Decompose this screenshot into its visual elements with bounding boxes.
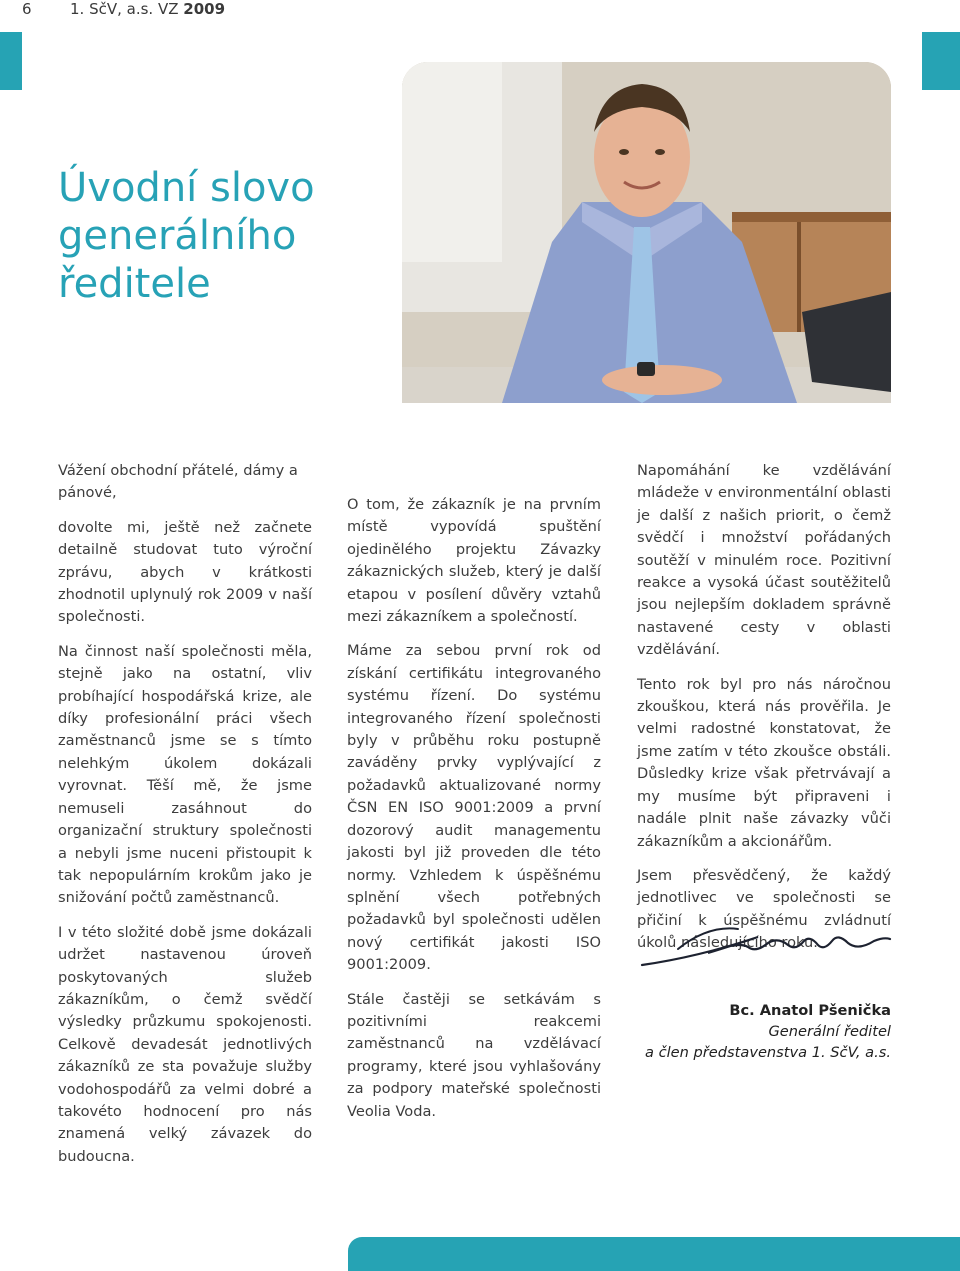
page-number: 6: [22, 0, 32, 18]
title-line-3: ředitele: [58, 261, 211, 307]
running-head: [70, 0, 225, 18]
text-column-1: [58, 460, 312, 1180]
text-column-2: [347, 460, 601, 1135]
handwritten-signature: [638, 917, 894, 975]
paragraph: Tento rok byl pro nás náročnou zkouškou, která nás prověřila. Je velmi radostné konstatovat, že jsme zatím v této zkoušce obstáli. Důsledky krize však přetrvávají a my musíme být připraveni i nadále plnit naše závazky vůči zákazníkům a akcionářům.: [637, 675, 891, 850]
paragraph: Napomáhání ke vzdělávání mládeže v environmentální oblasti je další z našich priorit, o čemž svědčí i množství pořádaných soutěží v minulém roce. Pozitivní reakce a vysoká účast soutěžitelů jsou nejlepším dokladem správně nastavené cesty v oblasti vzdělávání.: [637, 462, 891, 659]
text-column-3: [637, 460, 891, 967]
paragraph: Jsem přesvědčený, že každý jednotlivec ve společnosti se přičiní k úspěšnému zvládnutí úkolů následujícího roku.: [637, 866, 891, 952]
page-title: [58, 164, 378, 308]
portrait-illustration: [402, 62, 891, 403]
paragraph: I v této složité době jsme dokázali udržet nastavenou úroveň poskytovaných služeb zákazníkům, o čemž svědčí výsledky průzkumu spokojenosti. Celkově devadesát jednotlivých zákazníků ze sta považuje služby vodohospodářů za velmi dobré a takovéto hodnocení pro nás znamená velký závazek do budoucna.: [58, 923, 312, 1165]
bottom-accent-band: [348, 1237, 960, 1271]
running-head-text: 1. SčV, a.s. VZ: [70, 0, 179, 18]
title-line-1: Úvodní slovo: [58, 165, 315, 211]
paragraph: Vážení obchodní přátelé, dámy a pánové,: [58, 462, 298, 502]
title-line-2: generálního: [58, 213, 297, 259]
paragraph: dovolte mi, ještě než začnete detailně studovat tuto výroční zprávu, abych v krátkosti zhodnotil uplynulý rok 2009 v naší společnosti.: [58, 518, 312, 626]
signatory-name: Bc. Anatol Pšenička: [729, 1002, 891, 1019]
signatory-role: Generální ředitel: [768, 1023, 891, 1040]
paragraph: Stále častěji se setkávám s pozitivními reakcemi zaměstnanců na vzdělávací programy, které jsou vyhlašovány za podpory mateřské společnosti Veolia Voda.: [347, 990, 601, 1120]
signature-block: [600, 1000, 891, 1063]
paragraph: O tom, že zákazník je na prvním místě vypovídá spuštění ojedinělého projektu Závazky zákaznických služeb, který je další etapou v posílení důvěry vztahů mezi zákazníkem a společností.: [347, 496, 601, 626]
running-head-year: 2009: [183, 0, 226, 18]
paragraph: Na činnost naší společnosti měla, stejně jako na ostatní, vliv probíhající hospodářská krize, ale díky profesionální práci všech zaměstnanců jsme se s tímto nelehkým úkolem dokázali vyrovnat. Těší mě, že jsme nemuseli zasáhnout do organizační struktury společnosti a nebyli jsme nuceni přistoupit k tak nepopulárním krokům jako je snižování počtů zaměstnanců.: [58, 642, 312, 907]
portrait-photo: [402, 62, 891, 403]
signatory-role-2: a člen představenstva 1. SčV, a.s.: [645, 1044, 891, 1061]
paragraph: Máme za sebou první rok od získání certifikátu integrovaného systému řízení. Do systému integrovaného řízení společnosti byly v průběhu roku postupně zaváděny prvky vyplývající z požadavků aktualizované normy ČSN EN ISO 9001:2009 a první dozorový audit managementu jakosti byl již proveden dle této normy. Vzhledem k úspěšnému splnění všech potřebných požadavků byl společnosti udělen nový certifikát jakosti ISO 9001:2009.: [347, 642, 601, 974]
